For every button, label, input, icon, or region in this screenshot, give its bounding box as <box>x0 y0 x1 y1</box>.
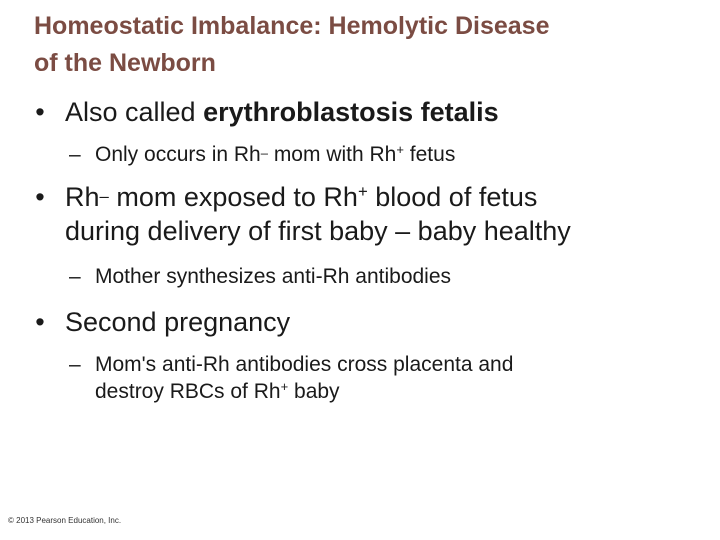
sub-bullet-text: mom with Rh <box>267 143 397 166</box>
sub-bullet-text: baby <box>288 380 340 403</box>
bullet-text: blood of fetus <box>367 182 538 212</box>
sub-bullet-marker: – <box>69 143 81 166</box>
sub-bullet-marker: – <box>69 353 81 376</box>
rh-negative-sign: – <box>99 186 109 206</box>
bullet-bold-term: erythroblastosis fetalis <box>203 97 499 127</box>
bullet-item <box>30 95 700 129</box>
bullet-text: Second pregnancy <box>65 307 291 337</box>
slide-content <box>30 95 700 405</box>
sub-bullet-item <box>30 351 700 405</box>
sub-bullet-item <box>30 263 700 290</box>
bullet-marker: • <box>35 307 45 337</box>
bullet-text: Also called <box>65 97 204 127</box>
copyright-footer: © 2013 Pearson Education, Inc. <box>8 516 122 525</box>
title-line-1: Homeostatic Imbalance: Hemolytic Disease <box>34 12 550 40</box>
bullet-text: mom exposed to Rh <box>108 182 358 212</box>
sub-bullet-item <box>30 141 700 168</box>
bullet-marker: • <box>35 182 45 212</box>
slide-title <box>34 8 704 82</box>
bullet-item <box>30 180 700 248</box>
rh-positive-sign: + <box>357 181 368 201</box>
sub-bullet-text: destroy RBCs of Rh <box>95 380 281 403</box>
bullet-line-2: during delivery of first baby – baby healthy <box>65 216 571 246</box>
bullet-item <box>30 305 700 339</box>
sub-bullet-text: Mother synthesizes anti-Rh antibodies <box>95 265 452 288</box>
sub-bullet-text: fetus <box>403 143 456 166</box>
sub-bullet-line-1: Mom's anti-Rh antibodies cross placenta and <box>95 353 514 376</box>
rh-positive-sign: + <box>396 141 404 157</box>
bullet-line-1 <box>65 180 700 214</box>
rh-positive-sign: + <box>280 378 289 394</box>
rh-negative-sign: – <box>260 145 268 161</box>
bullet-marker: • <box>35 97 45 127</box>
title-line-2: of the Newborn <box>34 49 216 77</box>
bullet-text: Rh <box>65 182 100 212</box>
sub-bullet-marker: – <box>69 265 81 288</box>
sub-bullet-line-2 <box>95 378 700 405</box>
sub-bullet-text: Only occurs in Rh <box>95 143 261 166</box>
